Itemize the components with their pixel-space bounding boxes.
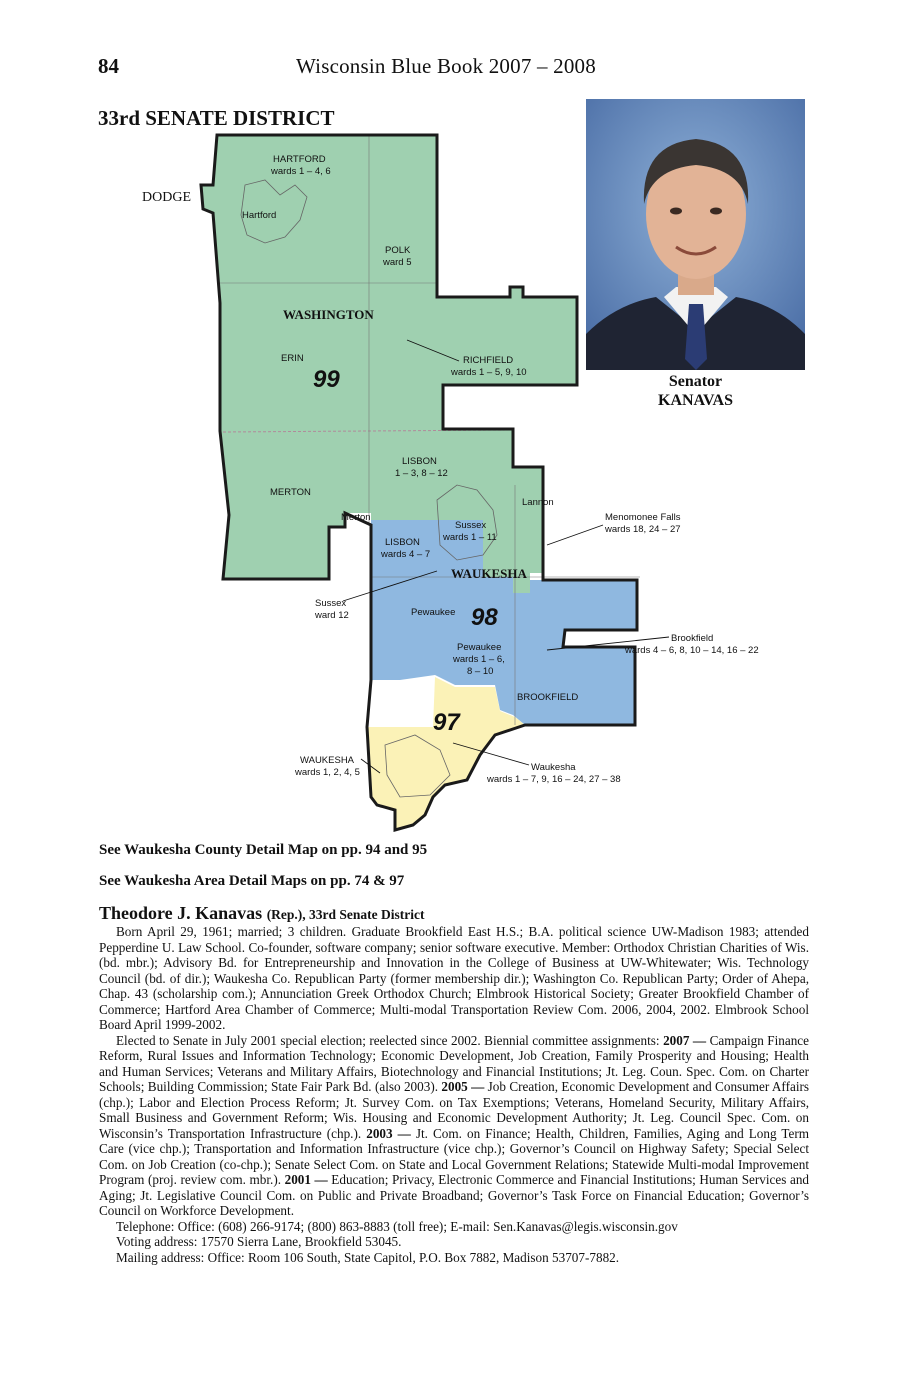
label-hartford-town: HARTFORD	[273, 154, 326, 165]
county-label-washington: WASHINGTON	[283, 307, 374, 322]
portrait-caption	[586, 372, 805, 410]
bio-paragraph-personal: Born April 29, 1961; married; 3 children. Graduate Brookfield East H.S.; B.A. political science UW-Madison 1983; attended Pepperdine U. Law School. Co-founder, software company; senior software executive. Member: Orthodox Christian Charities of Wis. (bd. mbr.); Advisory Bd. for Entrepreneurship and Innovation in the College of Business at UW-Whitewater; Wis. Technology Council (bd. of dir.); Waukesha Co. Republican Party (former membership dir.); Washington Co. Republican Party; Order of Ahepa, Chap. 43 (scholarship com.); Annunciation Greek Orthodox Church; Elmbrook Historical Society; Greater Brookfield Chamber of Commerce; Hartford Area Chamber of Commerce; Multi-modal Transportation Review Com. 2006, 2004, 2002. Elmbrook School Board April 1999-2002.	[99, 924, 809, 1032]
label-lisbon-lower-wards: wards 4 – 7	[381, 549, 431, 560]
label-hartford-city: Hartford	[242, 210, 277, 221]
district-number-99: 99	[313, 366, 340, 393]
bio-name-suffix: (Rep.), 33rd Senate District	[266, 907, 425, 922]
telephone-line: Telephone: Office: (608) 266-9174; (800) 863-8883 (toll free); E-mail: Sen.Kanavas@legis.wisconsin.gov	[116, 1218, 678, 1234]
label-brookfield: Brookfield	[671, 633, 714, 644]
label-hartford-town-wards: wards 1 – 4, 6	[271, 166, 331, 177]
label-lisbon-town-wards: 1 – 3, 8 – 12	[395, 468, 448, 479]
label-merton-village: Merton	[341, 512, 371, 523]
portrait-right-eye	[710, 208, 722, 215]
bio-paragraph-committees	[99, 1033, 809, 1219]
year-2005: 2005 —	[441, 1079, 485, 1094]
committees-2003: Jt. Com. on Finance; Health, Children, Families, Aging and Long Term Care (vice chp.); Transportation and Information Infrastructure (vice chp.); Governor’s Council on Highway Safety; Special Select Com. on Job Creation (co-chp.); Senate Select Com. on State and Local Government Relations; Statewide Multi-modal Improvement Program (proj. review com. mbr.).	[99, 1125, 810, 1187]
page-number: 84	[98, 54, 119, 78]
label-menomonee-falls-wards: wards 18, 24 – 27	[605, 524, 681, 535]
portrait-tie	[685, 304, 707, 370]
label-waukesha-town-wards: wards 1, 2, 4, 5	[295, 767, 360, 778]
senator-portrait	[586, 99, 805, 370]
county-detail-note: See Waukesha County Detail Map on pp. 94 and 95	[99, 842, 428, 858]
bio-name: Theodore J. Kanavas	[99, 903, 263, 923]
bio-heading	[99, 903, 425, 924]
caption-title: Senator	[668, 373, 723, 390]
label-lisbon-lower: LISBON	[385, 537, 420, 548]
label-brookfield-wards: wards 4 – 6, 8, 10 – 14, 16 – 22	[625, 645, 759, 656]
label-brookfield-town: BROOKFIELD	[517, 692, 579, 703]
committees-2007: Campaign Finance Reform, Rural Issues and Information Technology; Economic Development, Job Creation, Family Prosperity and Housing; Health and Human Services; Veterans and Military Affairs, Biotechnology and Financial Institutions; Jt. Leg. Coun. Spec. Com. on Charter Schools; Building Commission; State Fair Park Bd. (also 2003).	[99, 1032, 810, 1094]
label-merton-town: MERTON	[270, 487, 311, 498]
label-sussex-12: Sussex	[315, 598, 347, 609]
district-number-97: 97	[433, 709, 460, 736]
label-polk: POLK	[385, 245, 411, 256]
biography	[99, 924, 809, 1265]
label-erin: ERIN	[281, 353, 304, 364]
committees-intro: Elected to Senate in July 2001 special election; reelected since 2002. Biennial committee assignments:	[116, 1032, 664, 1048]
county-label-dodge: DODGE	[142, 190, 191, 205]
label-pewaukee-village: Pewaukee	[457, 642, 502, 653]
label-pewaukee-wards-1: wards 1 – 6,	[453, 654, 505, 665]
senator-portrait-svg	[586, 99, 805, 370]
committees-2005: Job Creation, Economic Development and Consumer Affairs (chp.); Labor and Election Process Reform; Jt. Survey Com. on Tax Exemptions; Veterans, Homeland Security, Military Affairs, Small Business and Government Reform; Wis. Housing and Economic Development Authority; Jt. Leg. Council Spec. Com. on Wisconsin’s Transportation Infrastructure (chp.).	[99, 1079, 810, 1141]
label-sussex: Sussex	[455, 520, 487, 531]
area-detail-note: See Waukesha Area Detail Maps on pp. 74 & 97	[99, 873, 405, 889]
mailing-address: Mailing address: Office: Room 106 South, State Capitol, P.O. Box 7882, Madison 53707-7882.	[116, 1249, 620, 1265]
district-number-98: 98	[471, 604, 498, 631]
label-lisbon-town: LISBON	[402, 456, 437, 467]
label-menomonee-falls: Menomonee Falls	[605, 512, 681, 523]
label-pewaukee-wards-2: 8 – 10	[467, 666, 494, 677]
committees-2001: Education; Privacy, Electronic Commerce and Financial Institutions; Human Services and Aging; Jt. Legislative Council Com. on Public and Private Broadband; Governor’s Task Force on Financial Education; Governor’s Council on Workforce Development.	[99, 1172, 810, 1218]
voting-address: Voting address: 17570 Sierra Lane, Brookfield 53045.	[116, 1234, 402, 1249]
label-sussex-wards: wards 1 – 11	[443, 532, 497, 543]
label-sussex-12-ward: ward 12	[315, 610, 349, 621]
label-richfield: RICHFIELD	[463, 355, 514, 366]
label-waukesha-city-wards: wards 1 – 7, 9, 16 – 24, 27 – 38	[487, 774, 621, 785]
label-lannon: Lannon	[522, 497, 554, 508]
portrait-left-eye	[670, 208, 682, 215]
leader-menomonee-falls	[547, 525, 603, 545]
label-richfield-wards: wards 1 – 5, 9, 10	[451, 367, 527, 378]
label-pewaukee-city: Pewaukee	[411, 607, 456, 618]
county-label-waukesha: WAUKESHA	[451, 566, 527, 581]
district-title: 33rd SENATE DISTRICT	[98, 106, 335, 130]
year-2003: 2003 —	[366, 1125, 411, 1141]
label-waukesha-city: Waukesha	[531, 762, 576, 773]
label-waukesha-town: WAUKESHA	[300, 755, 355, 766]
year-2001: 2001 —	[284, 1172, 328, 1187]
label-polk-wards: ward 5	[383, 257, 412, 268]
running-head: Wisconsin Blue Book 2007 – 2008	[296, 54, 596, 78]
year-2007: 2007 —	[663, 1032, 707, 1048]
caption-name: KANAVAS	[658, 392, 733, 409]
